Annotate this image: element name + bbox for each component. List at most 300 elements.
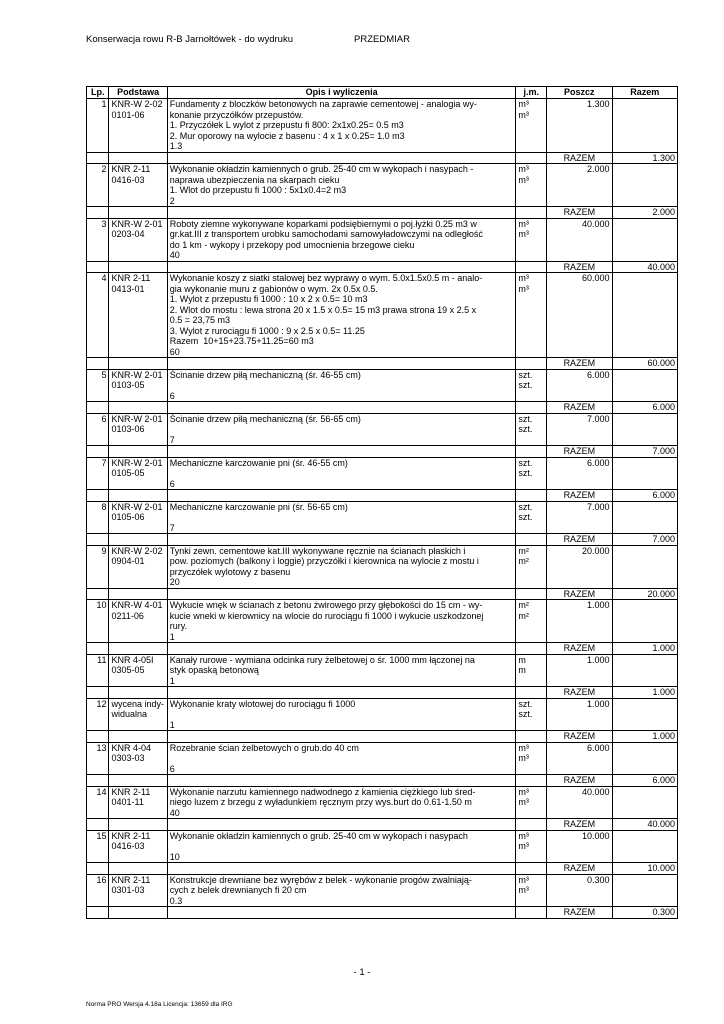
razem-blank bbox=[87, 643, 109, 655]
item-description bbox=[167, 369, 516, 402]
description-line: Mechaniczne karczowanie pni (śr. 56-65 cm) bbox=[169, 501, 348, 512]
description-line: Wykonanie narzutu kamiennego nadwodnego z kamienia ciężkiego lub śred- bbox=[169, 786, 476, 797]
table-row bbox=[87, 457, 678, 490]
razem-blank bbox=[87, 775, 109, 787]
razem-blank bbox=[87, 588, 109, 600]
unit-top: szt. bbox=[518, 698, 533, 709]
razem-blank bbox=[87, 152, 109, 164]
header-lp: Lp. bbox=[87, 87, 109, 99]
item-lp: 1 bbox=[87, 99, 109, 153]
unit-bottom: m³ bbox=[518, 841, 529, 851]
item-razem-cell bbox=[612, 698, 677, 731]
item-calculation: 6 bbox=[169, 478, 175, 489]
razem-blank bbox=[87, 261, 109, 273]
item-unit bbox=[516, 99, 547, 153]
unit-bottom: m³ bbox=[518, 174, 529, 185]
razem-blank bbox=[516, 446, 547, 458]
razem-row bbox=[87, 402, 678, 414]
item-podstawa-text: KNR 2-11 0401-11 bbox=[111, 786, 151, 807]
description-line bbox=[170, 841, 514, 852]
item-poszcz: 1.000 bbox=[547, 654, 612, 687]
razem-blank bbox=[516, 207, 547, 219]
item-lp: 11 bbox=[87, 654, 109, 687]
table-row bbox=[87, 654, 678, 687]
razem-blank bbox=[87, 446, 109, 458]
razem-blank bbox=[167, 588, 516, 600]
item-calculation: 1 bbox=[169, 719, 175, 730]
item-unit bbox=[516, 501, 547, 534]
item-calculation: 40 bbox=[169, 807, 180, 818]
unit-wrap bbox=[518, 699, 544, 720]
razem-label: RAZEM bbox=[547, 207, 612, 219]
razem-blank bbox=[109, 261, 167, 273]
item-poszcz: 1.000 bbox=[547, 698, 612, 731]
description-line: gia wykonanie muru z gabionów o wym. 2x 0.5x 0.5. bbox=[169, 283, 378, 294]
item-podstawa-text: KNR 2-11 0416-03 bbox=[111, 164, 151, 185]
razem-blank bbox=[516, 358, 547, 370]
item-lp: 12 bbox=[87, 698, 109, 731]
description-line: gr.kat.III z transportem urobku samochodami samowyładowczymi na odległość bbox=[169, 229, 483, 239]
item-poszcz: 60.000 bbox=[547, 273, 612, 358]
item-lp: 5 bbox=[87, 369, 109, 402]
razem-blank bbox=[109, 687, 167, 699]
razem-value: 6.000 bbox=[612, 402, 677, 414]
description-line: 2. Mur oporowy na wylocie z basenu : 4 x 1 x 0.25= 1.0 m3 bbox=[169, 130, 405, 141]
razem-blank bbox=[167, 358, 516, 370]
item-podstawa-text: KNR-W 2-01 0105-05 bbox=[111, 457, 163, 478]
header-opis: Opis i wyliczenia bbox=[167, 87, 516, 99]
item-razem-cell bbox=[612, 99, 677, 153]
razem-row bbox=[87, 446, 678, 458]
razem-row bbox=[87, 358, 678, 370]
unit-bottom: m³ bbox=[518, 797, 529, 807]
item-unit bbox=[516, 413, 547, 446]
item-podstawa bbox=[109, 273, 167, 358]
unit-bottom: szt. bbox=[518, 468, 533, 478]
description-line: Wykonanie kraty wlotowej do rurociągu fi 1000 bbox=[169, 698, 356, 709]
item-podstawa-text: KNR-W 2-01 0103-05 bbox=[111, 369, 163, 390]
razem-blank bbox=[167, 775, 516, 787]
unit-wrap bbox=[518, 99, 544, 120]
table-row bbox=[87, 164, 678, 207]
item-podstawa-text: KNR-W 2-02 0904-01 bbox=[111, 545, 163, 566]
razem-value: 10.000 bbox=[612, 863, 677, 875]
razem-blank bbox=[109, 643, 167, 655]
description-line: styk opaską betonową bbox=[169, 665, 259, 675]
item-description bbox=[167, 457, 516, 490]
unit-top: m³ bbox=[518, 874, 529, 885]
razem-blank bbox=[109, 775, 167, 787]
razem-value: 2.000 bbox=[612, 207, 677, 219]
item-description bbox=[167, 99, 516, 153]
description-line: Wykonanie okładzin kamiennych o grub. 25-40 cm w wykopach i nasypach - bbox=[169, 164, 474, 174]
item-unit bbox=[516, 786, 547, 819]
razem-blank bbox=[516, 588, 547, 600]
razem-blank bbox=[87, 687, 109, 699]
unit-top: szt. bbox=[518, 369, 533, 380]
razem-blank bbox=[516, 261, 547, 273]
item-podstawa-text: KNR-W 2-01 0203-04 bbox=[111, 218, 163, 239]
item-description bbox=[167, 501, 516, 534]
table-row bbox=[87, 786, 678, 819]
item-poszcz: 1.300 bbox=[547, 99, 612, 153]
razem-label: RAZEM bbox=[547, 907, 612, 919]
item-unit bbox=[516, 369, 547, 402]
razem-blank bbox=[87, 402, 109, 414]
razem-label: RAZEM bbox=[547, 588, 612, 600]
item-poszcz: 0.300 bbox=[547, 874, 612, 907]
item-calculation: 1.3 bbox=[169, 141, 183, 151]
item-podstawa bbox=[109, 654, 167, 687]
item-unit bbox=[516, 874, 547, 907]
item-calculation: 1 bbox=[169, 675, 175, 686]
unit-bottom: m² bbox=[518, 556, 529, 566]
item-poszcz: 6.000 bbox=[547, 457, 612, 490]
razem-blank bbox=[516, 907, 547, 919]
page-number: - 1 - bbox=[353, 967, 371, 978]
item-description bbox=[167, 545, 516, 588]
item-poszcz: 40.000 bbox=[547, 786, 612, 819]
table-row bbox=[87, 830, 678, 863]
unit-bottom: m² bbox=[518, 610, 529, 621]
description-line: 1. Przyczółek L wylot z przepustu fi 800: 2x1x0.25= 0.5 m3 bbox=[169, 120, 404, 130]
item-podstawa-text: KNR-W 2-02 0101-06 bbox=[111, 99, 163, 120]
item-lp: 15 bbox=[87, 830, 109, 863]
razem-value: 40.000 bbox=[612, 819, 677, 831]
header-poszcz: Poszcz bbox=[547, 87, 612, 99]
unit-top: m² bbox=[518, 545, 529, 556]
unit-top: szt. bbox=[518, 457, 533, 468]
razem-blank bbox=[109, 402, 167, 414]
item-lp: 6 bbox=[87, 413, 109, 446]
table-row bbox=[87, 501, 678, 534]
unit-wrap bbox=[518, 787, 544, 808]
razem-label: RAZEM bbox=[547, 731, 612, 743]
item-description bbox=[167, 698, 516, 731]
razem-blank bbox=[109, 731, 167, 743]
description-line: niego luzem z brzegu z wyładunkiem ręcznym przy wys.burt do 0.61-1.50 m bbox=[169, 797, 472, 807]
item-podstawa bbox=[109, 413, 167, 446]
razem-label: RAZEM bbox=[547, 687, 612, 699]
description-line bbox=[170, 380, 514, 391]
item-calculation: 7 bbox=[169, 434, 175, 445]
item-lp: 4 bbox=[87, 273, 109, 358]
razem-blank bbox=[167, 402, 516, 414]
description-line: rury. bbox=[169, 621, 188, 631]
razem-blank bbox=[109, 152, 167, 164]
razem-blank bbox=[167, 261, 516, 273]
item-razem-cell bbox=[612, 413, 677, 446]
razem-row bbox=[87, 534, 678, 546]
item-razem-cell bbox=[612, 830, 677, 863]
razem-blank bbox=[167, 687, 516, 699]
item-podstawa bbox=[109, 600, 167, 643]
item-calculation: 0.3 bbox=[169, 895, 183, 906]
description-line bbox=[170, 424, 514, 435]
razem-blank bbox=[167, 863, 516, 875]
unit-wrap bbox=[518, 600, 544, 621]
unit-wrap bbox=[518, 164, 544, 185]
item-podstawa-text: wycena indy- widualna bbox=[111, 698, 165, 719]
razem-blank bbox=[109, 207, 167, 219]
document-title: Konserwacja rowu R-B Jarnołtówek - do wydruku bbox=[86, 34, 293, 45]
item-podstawa-text: KNR-W 2-01 0105-06 bbox=[111, 501, 163, 522]
item-poszcz: 1.000 bbox=[547, 600, 612, 643]
description-line: 1. Wylot z przepustu fi 1000 : 10 x 2 x 0.5= 10 m3 bbox=[169, 294, 368, 304]
item-unit bbox=[516, 600, 547, 643]
item-podstawa-text: KNR 4-04 0303-03 bbox=[111, 742, 151, 763]
unit-top: szt. bbox=[518, 501, 533, 512]
item-unit bbox=[516, 698, 547, 731]
item-calculation: 2 bbox=[169, 195, 175, 206]
document-type: PRZEDMIAR bbox=[354, 34, 410, 45]
unit-bottom: m³ bbox=[518, 885, 529, 895]
unit-top: m³ bbox=[518, 99, 529, 109]
item-unit bbox=[516, 545, 547, 588]
description-line: naprawa ubezpieczenia na skarpach cieku bbox=[169, 174, 340, 185]
item-calculation: 40 bbox=[169, 250, 180, 260]
item-calculation: 6 bbox=[169, 390, 175, 401]
unit-wrap bbox=[518, 219, 544, 240]
table-row bbox=[87, 742, 678, 775]
razem-blank bbox=[87, 863, 109, 875]
item-razem-cell bbox=[612, 457, 677, 490]
item-podstawa bbox=[109, 99, 167, 153]
description-line: 1. Wlot do przepustu fi 1000 : 5x1x0.4=2 m3 bbox=[169, 185, 347, 195]
license-note: Norma PRO Wersja 4.18a Licencja: 13659 dla IRG bbox=[86, 1001, 233, 1008]
unit-wrap bbox=[518, 546, 544, 567]
item-unit bbox=[516, 830, 547, 863]
item-calculation: 7 bbox=[169, 522, 175, 533]
item-lp: 13 bbox=[87, 742, 109, 775]
item-podstawa bbox=[109, 164, 167, 207]
razem-value: 6.000 bbox=[612, 775, 677, 787]
unit-bottom: m bbox=[518, 665, 526, 675]
item-calculation: 1 bbox=[169, 631, 175, 642]
razem-blank bbox=[167, 907, 516, 919]
table-row bbox=[87, 273, 678, 358]
unit-top: m³ bbox=[518, 273, 529, 283]
item-calculation: 20 bbox=[169, 577, 180, 587]
razem-blank bbox=[87, 907, 109, 919]
item-unit bbox=[516, 654, 547, 687]
table-row bbox=[87, 218, 678, 261]
razem-label: RAZEM bbox=[547, 534, 612, 546]
unit-bottom: szt. bbox=[518, 709, 533, 719]
unit-bottom: szt. bbox=[518, 424, 533, 434]
unit-wrap bbox=[518, 831, 544, 852]
razem-label: RAZEM bbox=[547, 819, 612, 831]
description-line: 2. Wlot do mostu : lewa strona 20 x 1.5 x 0.5= 15 m3 prawa strona 19 x 2.5 x bbox=[169, 304, 477, 315]
unit-bottom: szt. bbox=[518, 380, 533, 390]
razem-blank bbox=[109, 819, 167, 831]
item-razem-cell bbox=[612, 218, 677, 261]
table-row bbox=[87, 369, 678, 402]
table-row bbox=[87, 874, 678, 907]
unit-wrap bbox=[518, 370, 544, 391]
table-row bbox=[87, 99, 678, 153]
description-line: Ścinanie drzew piłą mechaniczną (śr. 46-55 cm) bbox=[169, 369, 361, 380]
unit-wrap bbox=[518, 273, 544, 294]
description-line bbox=[170, 468, 514, 479]
razem-value: 1.000 bbox=[612, 687, 677, 699]
razem-blank bbox=[109, 358, 167, 370]
item-unit bbox=[516, 457, 547, 490]
description-line: Konstrukcje drewniane bez wyrębów z belek - wykonanie progów zwalniają- bbox=[169, 874, 472, 885]
item-poszcz: 40.000 bbox=[547, 218, 612, 261]
razem-blank bbox=[109, 534, 167, 546]
razem-row bbox=[87, 731, 678, 743]
razem-blank bbox=[516, 534, 547, 546]
item-lp: 16 bbox=[87, 874, 109, 907]
razem-label: RAZEM bbox=[547, 490, 612, 502]
description-line: konanie przyczółków przepustów. bbox=[169, 109, 304, 120]
unit-top: m³ bbox=[518, 218, 529, 229]
description-line: 0.5 = 23,75 m3 bbox=[169, 315, 231, 325]
razem-blank bbox=[87, 207, 109, 219]
razem-blank bbox=[167, 819, 516, 831]
razem-blank bbox=[516, 775, 547, 787]
item-poszcz: 7.000 bbox=[547, 501, 612, 534]
razem-value: 7.000 bbox=[612, 534, 677, 546]
unit-top: m bbox=[518, 654, 526, 665]
item-podstawa bbox=[109, 457, 167, 490]
table-row bbox=[87, 545, 678, 588]
item-podstawa-text: KNR-W 2-01 0103-06 bbox=[111, 413, 163, 434]
razem-blank bbox=[516, 687, 547, 699]
unit-top: m³ bbox=[518, 830, 529, 841]
description-line bbox=[170, 709, 514, 720]
item-podstawa bbox=[109, 830, 167, 863]
item-description bbox=[167, 413, 516, 446]
item-podstawa bbox=[109, 369, 167, 402]
unit-top: m³ bbox=[518, 786, 529, 797]
razem-blank bbox=[87, 358, 109, 370]
description-line: Rozebranie ścian żelbetowych o grub.do 40 cm bbox=[169, 742, 359, 753]
table-row bbox=[87, 413, 678, 446]
razem-label: RAZEM bbox=[547, 358, 612, 370]
razem-label: RAZEM bbox=[547, 775, 612, 787]
item-lp: 8 bbox=[87, 501, 109, 534]
razem-blank bbox=[167, 446, 516, 458]
unit-bottom: m³ bbox=[518, 109, 529, 120]
razem-blank bbox=[109, 863, 167, 875]
unit-wrap bbox=[518, 655, 544, 676]
item-razem-cell bbox=[612, 369, 677, 402]
razem-blank bbox=[167, 643, 516, 655]
unit-wrap bbox=[518, 502, 544, 523]
table-header-row bbox=[87, 87, 678, 99]
item-description bbox=[167, 874, 516, 907]
razem-blank bbox=[167, 534, 516, 546]
description-line: Tynki zewn. cementowe kat.III wykonywane ręcznie na ścianach płaskich i bbox=[169, 545, 466, 556]
razem-value: 1.000 bbox=[612, 731, 677, 743]
item-lp: 2 bbox=[87, 164, 109, 207]
item-podstawa-text: KNR-W 4-01 0211-06 bbox=[111, 600, 163, 621]
razem-row bbox=[87, 819, 678, 831]
item-razem-cell bbox=[612, 654, 677, 687]
przedmiar-table bbox=[86, 86, 678, 919]
item-calculation: 10 bbox=[169, 851, 180, 862]
description-line: 3. Wylot z rurociągu fi 1000 : 9 x 2.5 x 0.5= 11.25 bbox=[169, 325, 365, 336]
razem-blank bbox=[109, 588, 167, 600]
razem-label: RAZEM bbox=[547, 643, 612, 655]
unit-top: m³ bbox=[518, 742, 529, 753]
razem-value: 6.000 bbox=[612, 490, 677, 502]
item-podstawa bbox=[109, 501, 167, 534]
item-podstawa bbox=[109, 218, 167, 261]
item-description bbox=[167, 218, 516, 261]
unit-top: m³ bbox=[518, 164, 529, 174]
description-line: Wykucie wnęk w ścianach z betonu żwirowego przy głębokości do 15 cm - wy- bbox=[169, 600, 483, 610]
razem-blank bbox=[516, 402, 547, 414]
table-row bbox=[87, 600, 678, 643]
header-jm: j.m. bbox=[516, 87, 547, 99]
item-description bbox=[167, 273, 516, 358]
item-podstawa-text: KNR 2-11 0301-03 bbox=[111, 874, 151, 895]
item-poszcz: 10.000 bbox=[547, 830, 612, 863]
item-poszcz: 2.000 bbox=[547, 164, 612, 207]
razem-blank bbox=[167, 152, 516, 164]
header-razem: Razem bbox=[612, 87, 677, 99]
razem-row bbox=[87, 863, 678, 875]
item-unit bbox=[516, 273, 547, 358]
razem-blank bbox=[167, 731, 516, 743]
unit-bottom: szt. bbox=[518, 512, 533, 522]
description-line: Wykonanie okładzin kamiennych o grub. 25-40 cm w wykopach i nasypach bbox=[169, 830, 468, 841]
description-line: Kanały rurowe - wymiana odcinka rury żelbetowej o śr. 1000 mm łączonej na bbox=[169, 654, 475, 665]
razem-row bbox=[87, 643, 678, 655]
razem-blank bbox=[109, 490, 167, 502]
razem-value: 1.300 bbox=[612, 152, 677, 164]
item-poszcz: 20.000 bbox=[547, 545, 612, 588]
razem-row bbox=[87, 588, 678, 600]
item-lp: 10 bbox=[87, 600, 109, 643]
item-razem-cell bbox=[612, 786, 677, 819]
item-razem-cell bbox=[612, 874, 677, 907]
header-podstawa: Podstawa bbox=[109, 87, 167, 99]
unit-wrap bbox=[518, 875, 544, 896]
razem-row bbox=[87, 152, 678, 164]
description-line: Roboty ziemne wykonywane koparkami podsiębiernymi o poj.łyżki 0.25 m3 w bbox=[169, 218, 477, 229]
razem-value: 7.000 bbox=[612, 446, 677, 458]
description-line: przyczółek wylotowy z basenu bbox=[169, 566, 291, 577]
razem-blank bbox=[87, 534, 109, 546]
unit-bottom: m³ bbox=[518, 229, 529, 239]
item-razem-cell bbox=[612, 164, 677, 207]
razem-blank bbox=[87, 490, 109, 502]
description-line: kucie wneki w kierownicy na wlocie do rurociągu fi 1000 i wykucie uszkodzonej bbox=[169, 610, 484, 621]
razem-blank bbox=[516, 731, 547, 743]
item-calculation: 60 bbox=[169, 346, 180, 357]
item-poszcz: 6.000 bbox=[547, 369, 612, 402]
item-unit bbox=[516, 164, 547, 207]
unit-bottom: m³ bbox=[518, 283, 529, 294]
description-line bbox=[170, 753, 514, 764]
razem-value: 40.000 bbox=[612, 261, 677, 273]
item-podstawa bbox=[109, 545, 167, 588]
item-description bbox=[167, 742, 516, 775]
item-lp: 7 bbox=[87, 457, 109, 490]
unit-wrap bbox=[518, 414, 544, 435]
razem-label: RAZEM bbox=[547, 446, 612, 458]
razem-row bbox=[87, 490, 678, 502]
item-podstawa-text: KNR 4-05I 0305-05 bbox=[111, 654, 154, 675]
description-line: cych z belek drewnianych fi 20 cm bbox=[169, 885, 307, 895]
item-lp: 9 bbox=[87, 545, 109, 588]
description-line bbox=[170, 512, 514, 523]
description-line: Razem 10+15+23.75+11.25=60 m3 bbox=[169, 336, 314, 346]
